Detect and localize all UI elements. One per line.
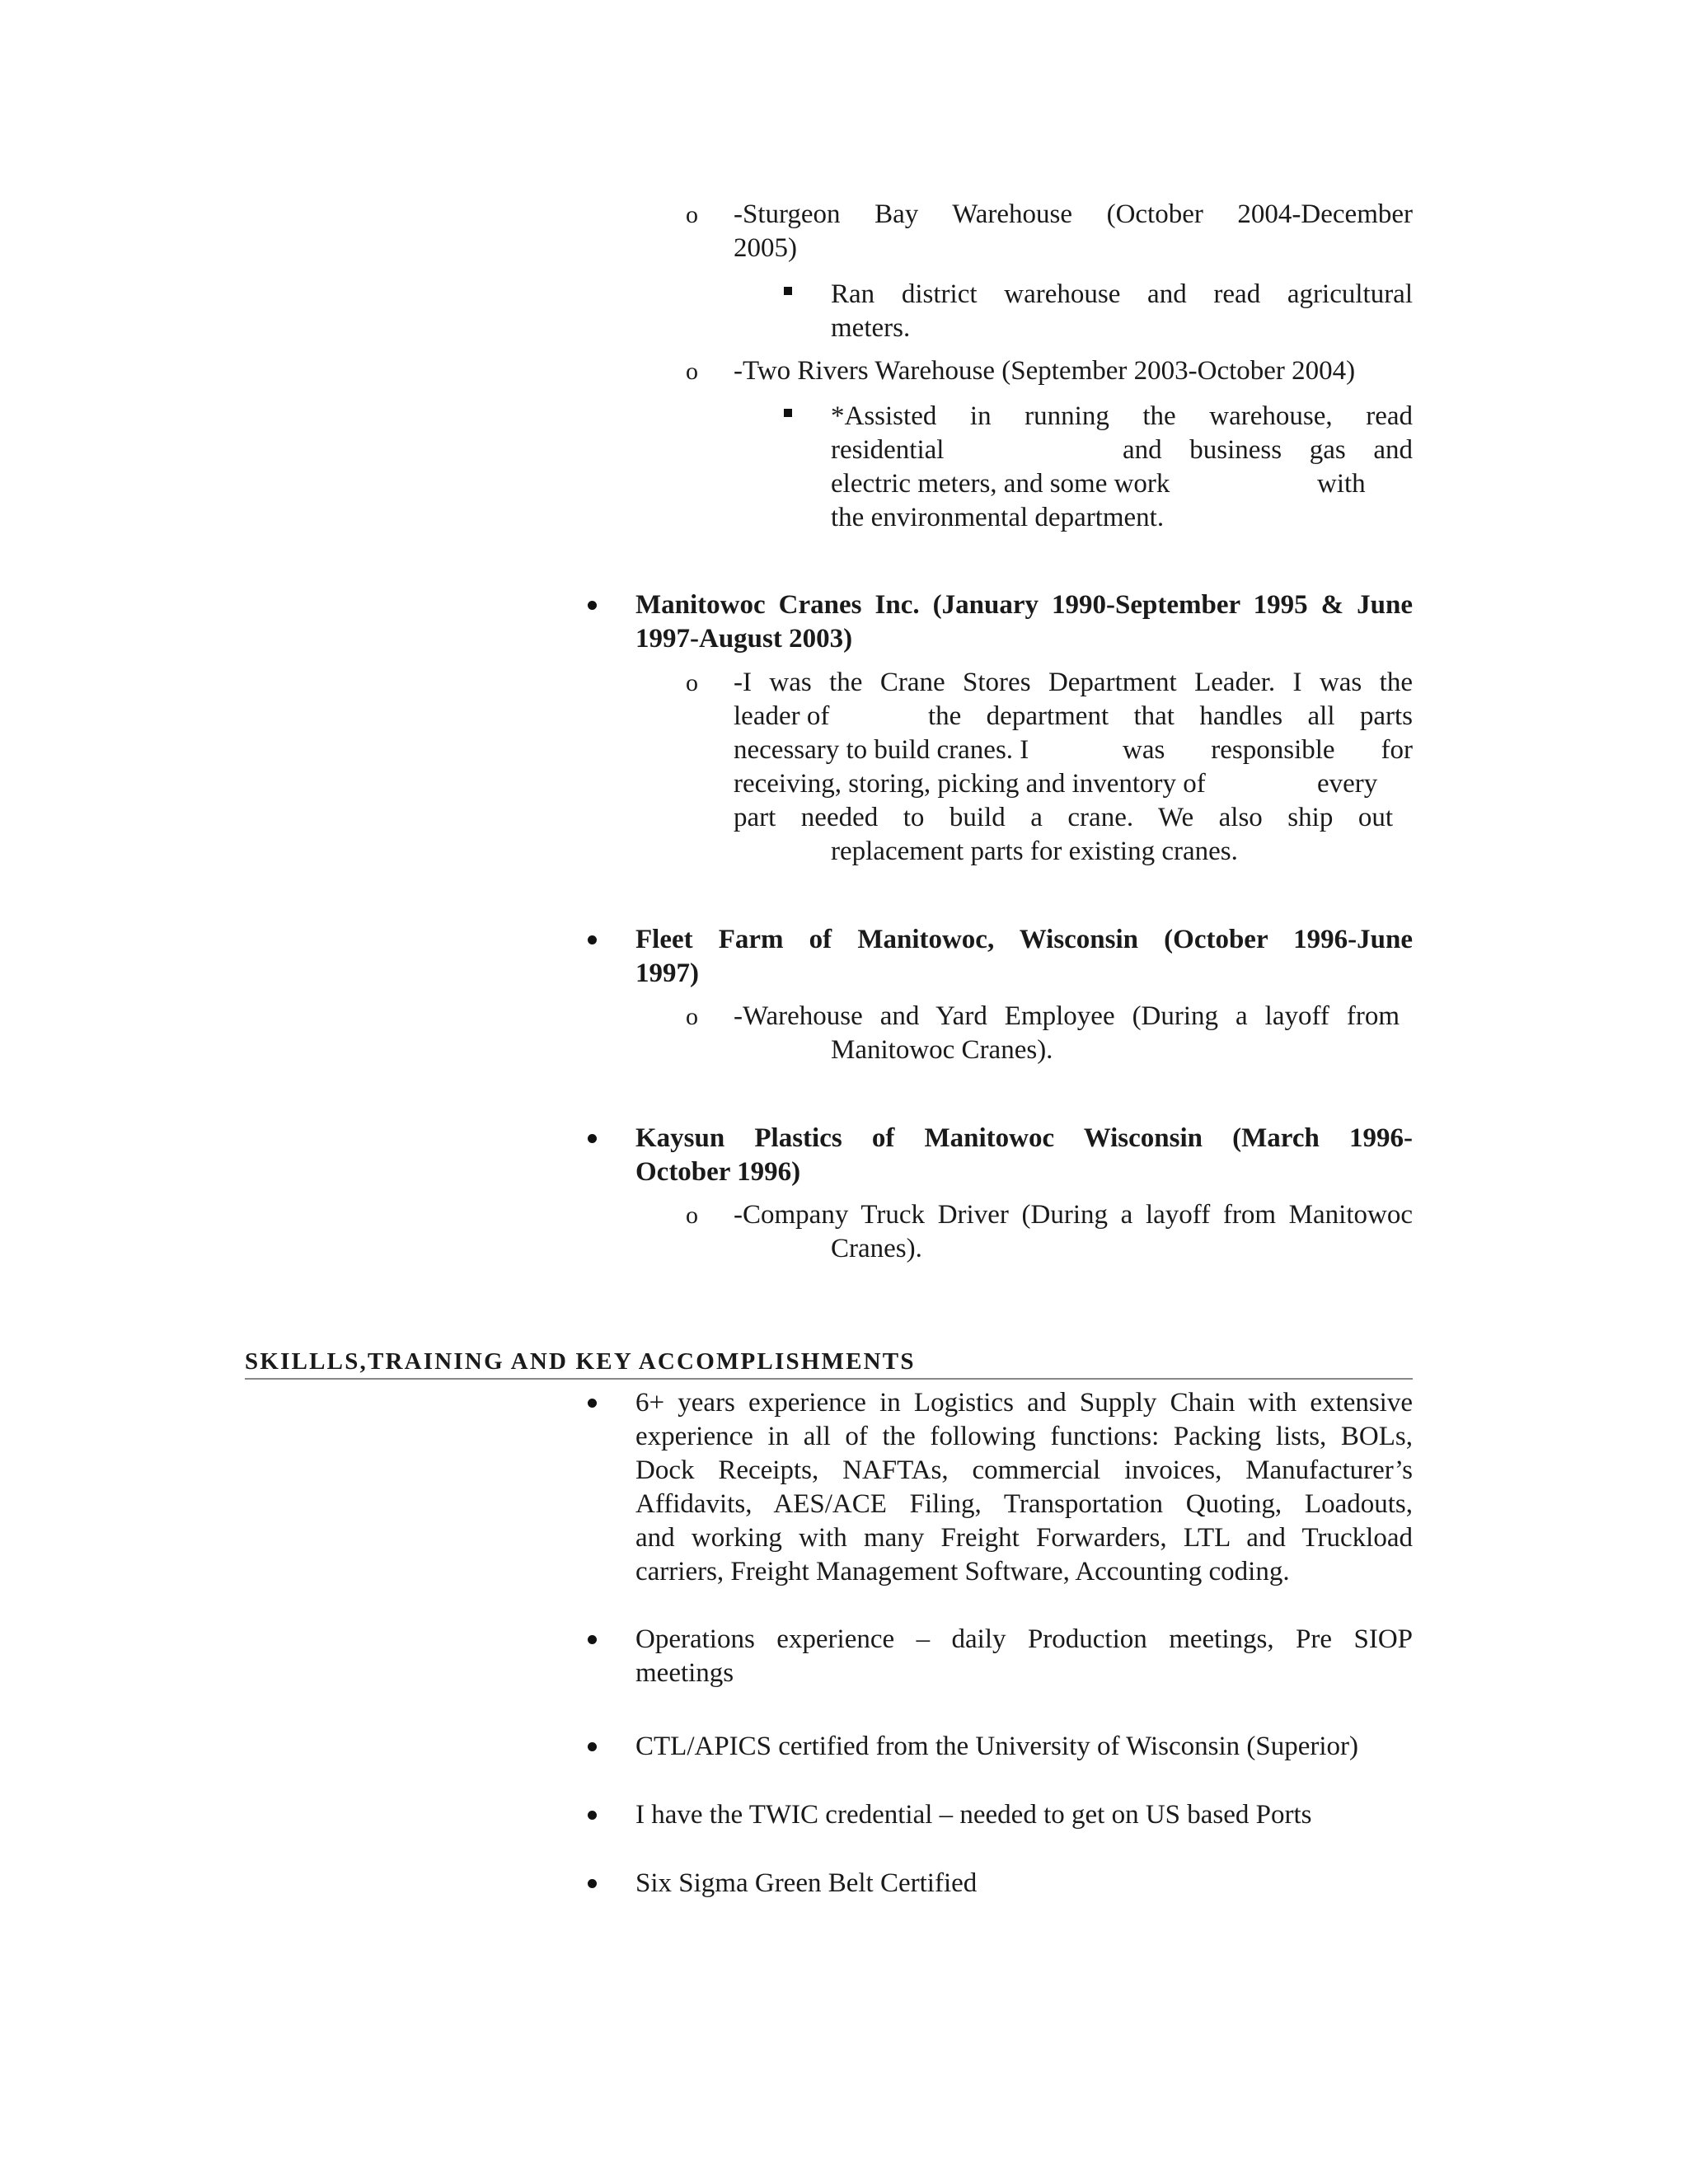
bullet-dot-icon xyxy=(588,935,597,944)
job-kaysun-title1: Kaysun Plastics of Manitowoc Wisconsin (March 1996- xyxy=(635,1123,1413,1153)
job-two-rivers-line1: -Two Rivers Warehouse (September 2003-October 2004) xyxy=(734,356,1356,386)
skill-item-1-line5: and working with many Freight Forwarders, LTL and Truckload xyxy=(635,1523,1413,1553)
job-fleet-farm-title2: 1997) xyxy=(635,958,699,988)
skill-item-1-line3: Dock Receipts, NAFTAs, commercial invoices, Manufacturer’s xyxy=(635,1455,1413,1485)
section-heading-skills: SKILLLS,TRAINING AND KEY ACCOMPLISHMENTS xyxy=(245,1348,916,1375)
skill-item-1-line1: 6+ years experience in Logistics and Supply Chain with extensive xyxy=(635,1388,1413,1418)
square-bullet-icon xyxy=(784,409,792,417)
job-sturgeon-line1: -Sturgeon Bay Warehouse (October 2004-December xyxy=(734,199,1413,229)
job-manitowoc-cranes-title1: Manitowoc Cranes Inc. (January 1990-September 1995 & June xyxy=(635,590,1413,620)
sub-bullet-marker: o xyxy=(686,358,698,385)
bullet-dot-icon xyxy=(588,1399,597,1408)
bullet-dot-icon xyxy=(588,1742,597,1751)
bullet-dot-icon xyxy=(588,1134,597,1143)
job-manitowoc-cranes-desc4b: every xyxy=(1317,769,1378,799)
job-kaysun-title2: October 1996) xyxy=(635,1157,801,1187)
skill-item-1-line4: Affidavits, AES/ACE Filing, Transportation Quoting, Loadouts, xyxy=(635,1489,1413,1519)
job-two-rivers-detail3a: electric meters, and some work xyxy=(831,469,1170,499)
job-two-rivers-detail4: the environmental department. xyxy=(831,503,1165,532)
skill-item-3: CTL/APICS certified from the University of Wisconsin (Superior) xyxy=(635,1732,1358,1761)
bullet-dot-icon xyxy=(588,601,597,610)
section-divider xyxy=(245,1378,1413,1380)
sub-bullet-marker: o xyxy=(686,1202,698,1229)
job-two-rivers-detail2a: residential xyxy=(831,435,945,465)
job-two-rivers-detail1: *Assisted in running the warehouse, read xyxy=(831,401,1413,431)
job-kaysun-desc1: -Company Truck Driver (During a layoff from Manitowoc xyxy=(734,1200,1413,1230)
sub-bullet-marker: o xyxy=(686,1003,698,1030)
job-two-rivers-detail2b: and business gas and xyxy=(1123,435,1413,465)
skill-item-4: I have the TWIC credential – needed to get on US based Ports xyxy=(635,1800,1312,1830)
job-manitowoc-cranes-desc1: -I was the Crane Stores Department Leader. I was the xyxy=(734,668,1413,697)
job-manitowoc-cranes-desc2b: the department that handles all parts xyxy=(928,701,1413,731)
job-fleet-farm-desc2: Manitowoc Cranes). xyxy=(831,1035,1053,1065)
skill-item-2-line2: meetings xyxy=(635,1658,734,1688)
skill-item-1-line6: carriers, Freight Management Software, Accounting coding. xyxy=(635,1557,1290,1586)
skill-item-5: Six Sigma Green Belt Certified xyxy=(635,1868,978,1898)
job-kaysun-desc2: Cranes). xyxy=(831,1234,922,1263)
bullet-dot-icon xyxy=(588,1879,597,1888)
bullet-dot-icon xyxy=(588,1635,597,1644)
job-manitowoc-cranes-title2: 1997-August 2003) xyxy=(635,624,853,654)
job-sturgeon-detail2: meters. xyxy=(831,313,911,343)
square-bullet-icon xyxy=(784,287,792,295)
bullet-dot-icon xyxy=(588,1811,597,1820)
job-sturgeon-line2: 2005) xyxy=(734,233,797,263)
job-sturgeon-detail1: Ran district warehouse and read agricultural xyxy=(831,279,1413,309)
job-fleet-farm-desc1: -Warehouse and Yard Employee (During a layoff from xyxy=(734,1001,1400,1031)
job-two-rivers-detail3b: with xyxy=(1317,469,1366,499)
job-manitowoc-cranes-desc3a: necessary to build cranes. I xyxy=(734,735,1029,765)
sub-bullet-marker: o xyxy=(686,669,698,696)
sub-bullet-marker: o xyxy=(686,201,698,228)
skill-item-2-line1: Operations experience – daily Production meetings, Pre SIOP xyxy=(635,1624,1413,1654)
job-manitowoc-cranes-desc6: replacement parts for existing cranes. xyxy=(831,837,1238,866)
job-manitowoc-cranes-desc4a: receiving, storing, picking and inventory of xyxy=(734,769,1206,799)
job-manitowoc-cranes-desc5: part needed to build a crane. We also ship out xyxy=(734,803,1393,832)
job-manitowoc-cranes-desc3b: was responsible for xyxy=(1123,735,1413,765)
job-manitowoc-cranes-desc2a: leader of xyxy=(734,701,830,731)
skill-item-1-line2: experience in all of the following functions: Packing lists, BOLs, xyxy=(635,1422,1413,1451)
job-fleet-farm-title1: Fleet Farm of Manitowoc, Wisconsin (October 1996-June xyxy=(635,925,1413,954)
